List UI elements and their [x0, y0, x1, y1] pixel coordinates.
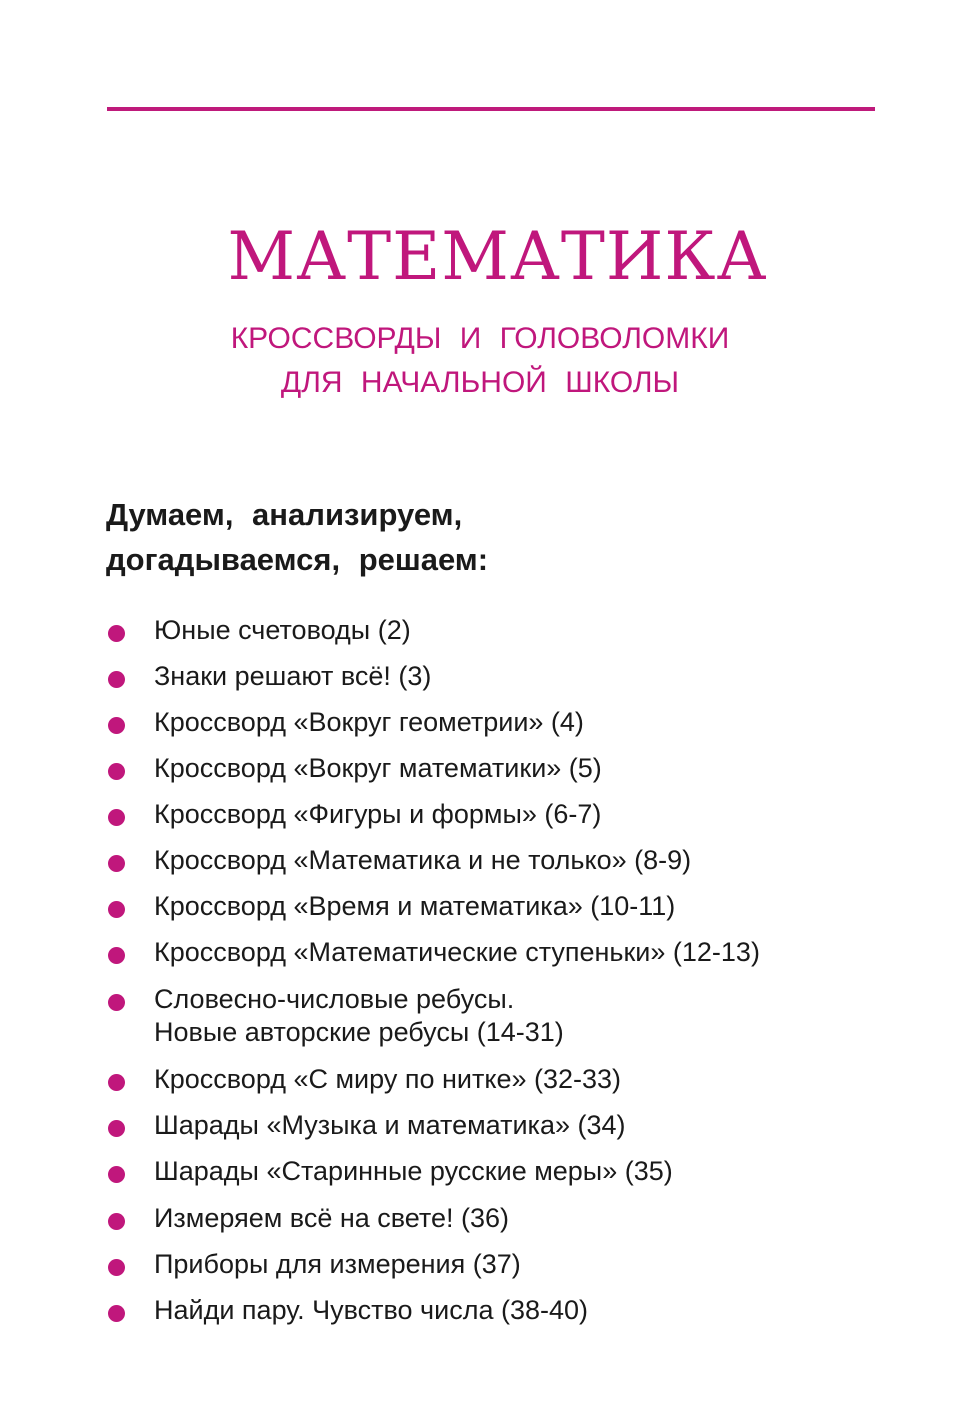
bullet-icon	[108, 855, 125, 872]
list-item-text: Кроссворд «Вокруг геометрии» (4)	[154, 707, 584, 737]
list-item-text	[154, 983, 564, 1049]
list-item-text: Знаки решают всё! (3)	[154, 661, 432, 691]
bullet-icon	[108, 671, 125, 688]
bullet-icon	[108, 994, 125, 1011]
list-item-line-2: Новые авторские ребусы (14-31)	[154, 1017, 564, 1047]
bullet-icon	[108, 1120, 125, 1137]
bullet-icon	[108, 717, 125, 734]
bullet-icon	[108, 901, 125, 918]
list-item-text: Кроссворд «Математические ступеньки» (12-13)	[154, 937, 760, 967]
list-item-text: Кроссворд «Время и математика» (10-11)	[154, 891, 676, 921]
page-title: МАТЕМАТИКА	[227, 218, 768, 295]
section-heading-line-1: Думаем, анализируем,	[106, 497, 463, 532]
bullet-icon	[108, 1074, 125, 1091]
list-item-text: Приборы для измерения (37)	[154, 1249, 521, 1279]
subtitle-line-1: КРОССВОРДЫ И ГОЛОВОЛОМКИ	[230, 322, 730, 355]
section-heading-line-2: догадываемся, решаем:	[106, 542, 489, 577]
bullet-icon	[108, 1166, 125, 1183]
list-item-text: Кроссворд «Фигуры и формы» (6-7)	[154, 799, 602, 829]
list-item-text: Кроссворд «Вокруг математики» (5)	[154, 753, 602, 783]
list-item-text: Шарады «Старинные русские меры» (35)	[154, 1156, 673, 1186]
bullet-icon	[108, 947, 125, 964]
bullet-icon	[108, 1259, 125, 1276]
list-item-text: Кроссворд «С миру по нитке» (32-33)	[154, 1064, 622, 1094]
bullet-icon	[108, 625, 125, 642]
bullet-icon	[108, 1213, 125, 1230]
list-item-text: Найди пару. Чувство числа (38-40)	[154, 1295, 589, 1325]
subtitle-line-2: ДЛЯ НАЧАЛЬНОЙ ШКОЛЫ	[280, 366, 680, 399]
bullet-icon	[108, 763, 125, 780]
bullet-icon	[108, 1305, 125, 1322]
list-item-text: Кроссворд «Математика и не только» (8-9)	[154, 845, 692, 875]
list-item-text: Юные счетоводы (2)	[154, 615, 411, 645]
list-item-text: Измеряем всё на свете! (36)	[154, 1203, 510, 1233]
list-item-text: Шарады «Музыка и математика» (34)	[154, 1110, 626, 1140]
bullet-icon	[108, 809, 125, 826]
list-item-line-1: Словесно-числовые ребусы.	[154, 984, 515, 1014]
